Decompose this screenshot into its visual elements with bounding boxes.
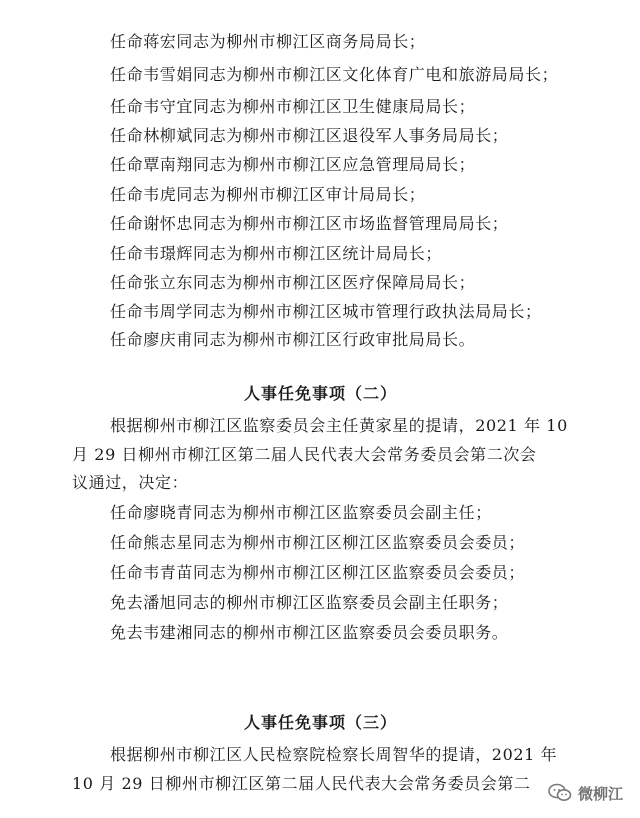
decision-line: 免去韦建湘同志的柳州市柳江区监察委员会委员职务。 — [110, 623, 509, 642]
intro-line: 月 29 日柳州市柳江区第二届人民代表大会常务委员会第二次会 — [72, 445, 537, 464]
intro-line: 议通过，决定： — [72, 473, 189, 492]
appointment-line: 任命蒋宏同志为柳州市柳江区商务局局长； — [110, 32, 426, 51]
wechat-icon — [548, 783, 572, 803]
section-heading: 人事任免事项（三） — [244, 713, 398, 732]
decision-line: 任命廖晓青同志为柳州市柳江区监察委员会副主任； — [110, 503, 492, 522]
watermark — [548, 780, 623, 806]
watermark-text: 微柳江 — [578, 784, 624, 803]
intro-line: 根据柳州市柳江区人民检察院检察长周智华的提请，2021 年 — [110, 745, 558, 764]
intro-line: 10 月 29 日柳州市柳江区第二届人民代表大会常务委员会第二 — [72, 774, 531, 793]
appointment-line: 任命林柳斌同志为柳州市柳江区退役军人事务局局长； — [110, 126, 509, 145]
appointment-line: 任命韦璟辉同志为柳州市柳江区统计局局长； — [110, 244, 443, 263]
appointment-line: 任命韦雪娟同志为柳州市柳江区文化体育广电和旅游局局长； — [110, 65, 559, 84]
decision-line: 任命韦青苗同志为柳州市柳江区柳江区监察委员会委员； — [110, 563, 526, 582]
appointment-line: 任命谢怀忠同志为柳州市柳江区市场监督管理局局长； — [110, 214, 509, 233]
section-heading: 人事任免事项（二） — [244, 384, 398, 403]
appointment-line: 任命韦周学同志为柳州市柳江区城市管理行政执法局局长； — [110, 302, 542, 321]
appointment-line: 任命张立东同志为柳州市柳江区医疗保障局局长； — [110, 273, 476, 292]
appointment-line: 任命廖庆甫同志为柳州市柳江区行政审批局局长。 — [110, 330, 476, 349]
decision-line: 免去潘旭同志的柳州市柳江区监察委员会副主任职务； — [110, 593, 509, 612]
appointment-line: 任命韦虎同志为柳州市柳江区审计局局长； — [110, 185, 426, 204]
decision-line: 任命熊志星同志为柳州市柳江区柳江区监察委员会委员； — [110, 533, 526, 552]
intro-line: 根据柳州市柳江区监察委员会主任黄家星的提请，2021 年 10 — [110, 416, 568, 435]
appointment-line: 任命覃南翔同志为柳州市柳江区应急管理局局长； — [110, 155, 476, 174]
appointment-line: 任命韦守宜同志为柳州市柳江区卫生健康局局长； — [110, 97, 476, 116]
